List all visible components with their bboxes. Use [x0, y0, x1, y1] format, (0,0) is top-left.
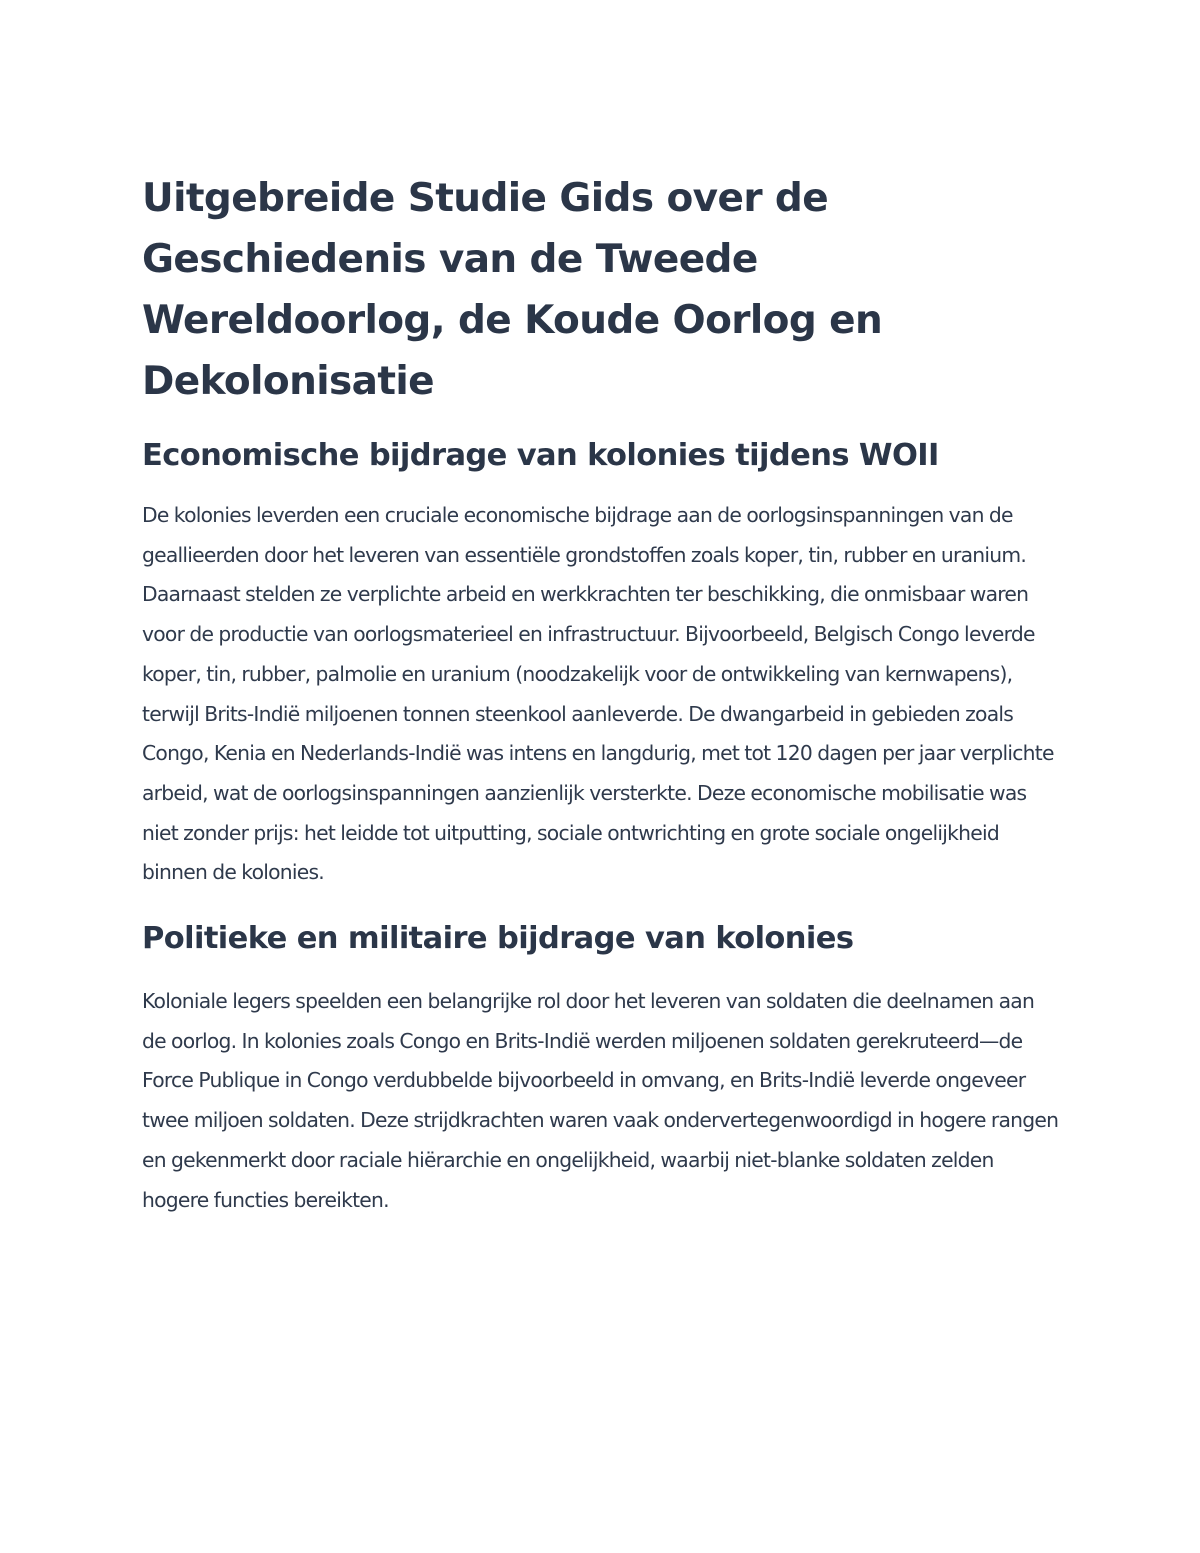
section-heading: Economische bijdrage van kolonies tijdens WOII: [142, 438, 939, 473]
section-economic-contribution: [142, 436, 1062, 893]
section-paragraph: De kolonies leverden een cruciale economische bijdrage aan de oorlogsinspanningen van de geallieerden door het leveren van essentiële grondstoffen zoals koper, tin, rubber en uranium. Daarnaast stelden ze verplichte arbeid en werkkrachten ter beschikking, die onmisbaar waren voor de productie van oorlogsmaterieel en infrastructuur. Bijvoorbeeld, Belgisch Congo leverde koper, tin, rubber, palmolie en uranium (noodzakelijk voor de ontwikkeling van kernwapens), terwijl Brits-Indië miljoenen tonnen steenkool aanleverde. De dwangarbeid in gebieden zoals Congo, Kenia en Nederlands-Indië was intens en langdurig, met tot 120 dagen per jaar verplichte arbeid, wat de oorlogsinspanningen aanzienlijk versterkte. Deze economische mobilisatie was niet zonder prijs: het leidde tot uitputting, sociale ontwrichting en grote sociale ongelijkheid binnen de kolonies.: [142, 503, 1054, 885]
document-title: Uitgebreide Studie Gids over de Geschiedenis van de Tweede Wereldoorlog, de Koude Oorlog en Dekolonisatie: [142, 176, 883, 404]
section-paragraph: Koloniale legers speelden een belangrijke rol door het leveren van soldaten die deelnamen aan de oorlog. In kolonies zoals Congo en Brits-Indië werden miljoenen soldaten gerekruteerd—de Force Publique in Congo verdubbelde bijvoorbeeld in omvang, en Brits-Indië leverde ongeveer twee miljoen soldaten. Deze strijdkrachten waren vaak ondervertegenwoordigd in hogere rangen en gekenmerkt door raciale hiërarchie en ongelijkheid, waarbij niet-blanke soldaten zelden hogere functies bereikten.: [142, 989, 1059, 1212]
section-political-military-contribution: [142, 919, 1062, 1220]
section-heading: Politieke en militaire bijdrage van kolonies: [142, 921, 854, 957]
document-page: [142, 168, 1062, 1220]
